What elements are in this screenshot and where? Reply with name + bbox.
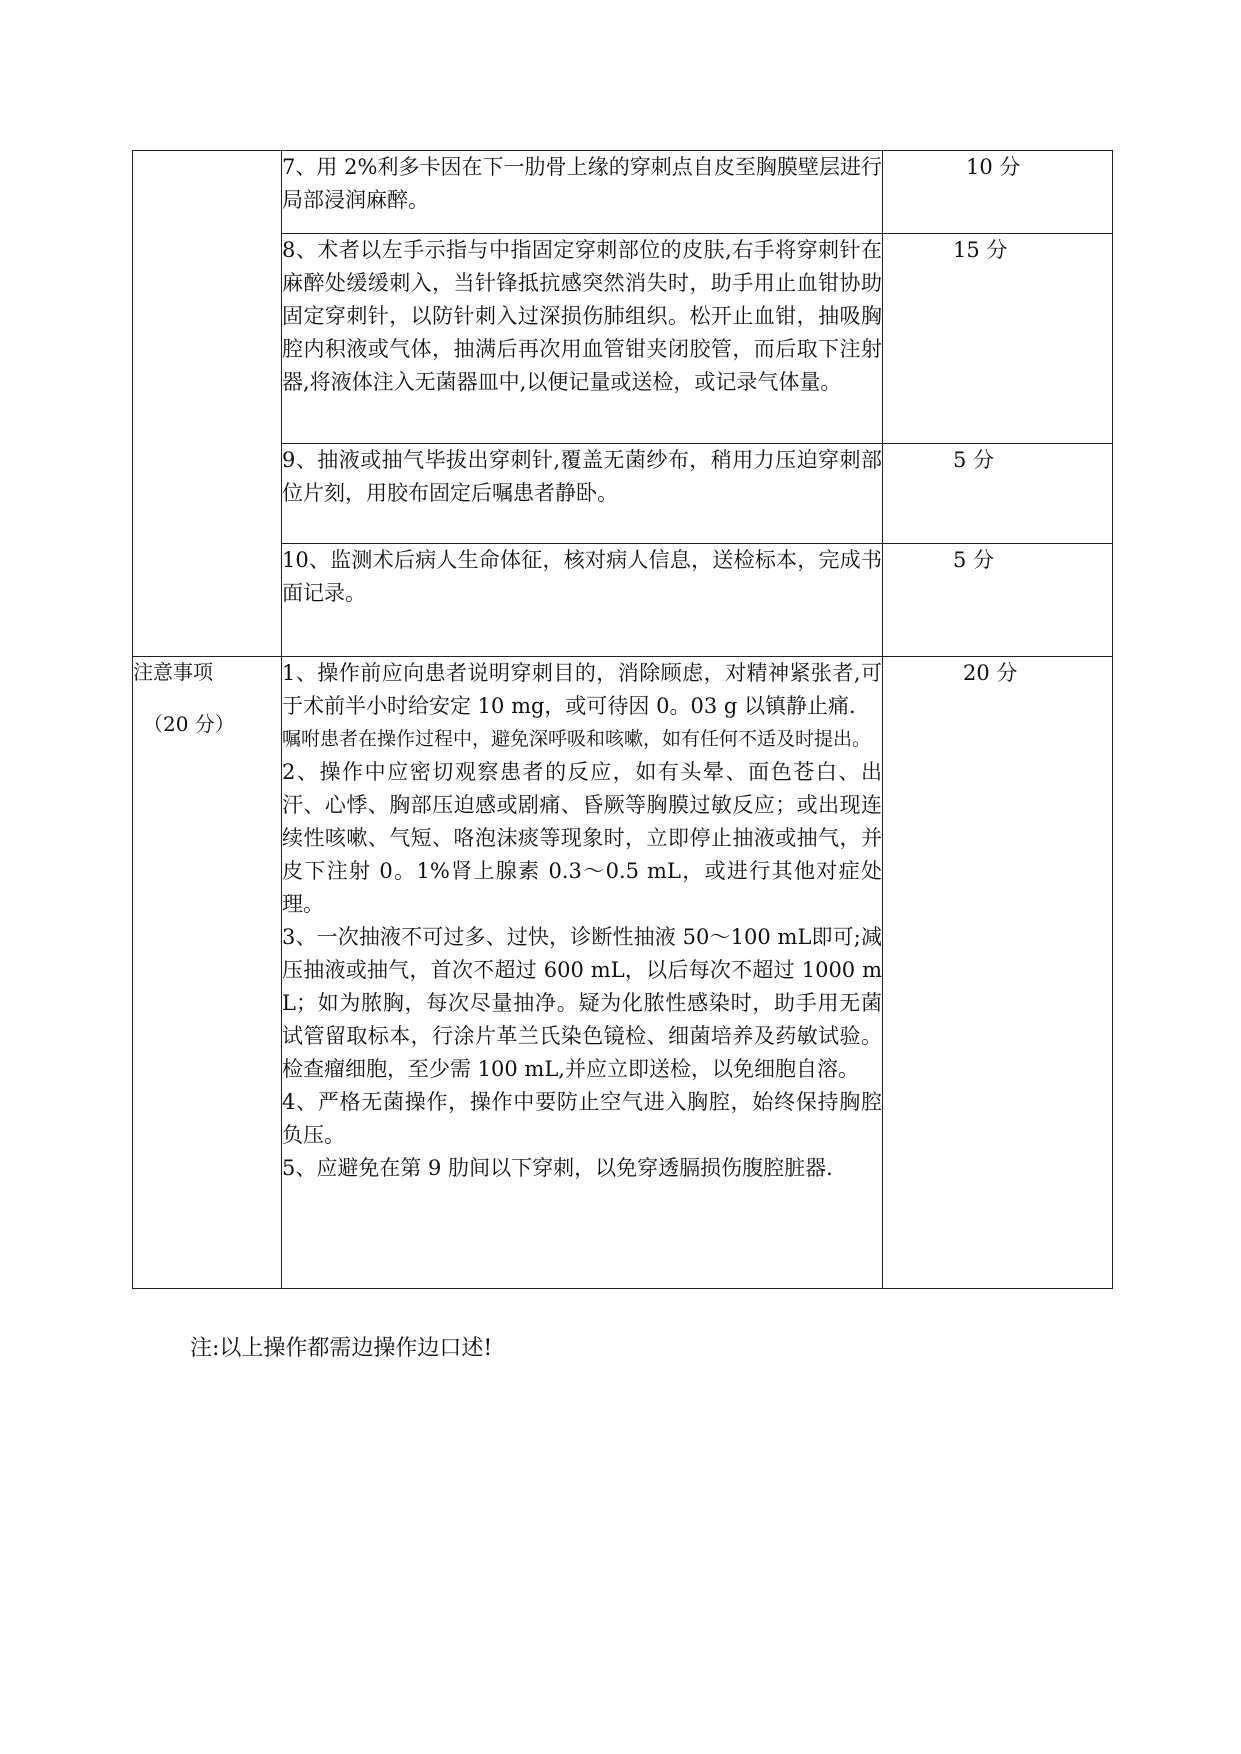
step-10-score bbox=[883, 544, 1113, 657]
step-10-score-value: 5 分 bbox=[953, 548, 995, 572]
step-8-score bbox=[883, 234, 1113, 444]
step-8-score-value: 15 分 bbox=[953, 238, 1008, 262]
precautions-category-label: 注意事项 bbox=[133, 660, 213, 684]
step-10-text: 10、监测术后病人生命体征，核对病人信息，送检标本，完成书面记录。 bbox=[282, 544, 883, 657]
precautions-score bbox=[883, 657, 1113, 1289]
precaution-item-2: 2、操作中应密切观察患者的反应，如有头晕、面色苍白、出汗、心悸、胸部压迫感或剧痛、昏厥等胸膜过敏反应；或出现连续性咳嗽、气短、咯泡沫痰等现象时，立即停止抽液或抽气，并皮下注射 0。1%肾上腺素 0.3～0.5 mL，或进行其他对症处理。 bbox=[282, 760, 882, 916]
precaution-item-4: 4、严格无菌操作，操作中要防止空气进入胸腔，始终保持胸腔负压。 bbox=[282, 1090, 882, 1147]
step-9-score-value: 5 分 bbox=[953, 448, 995, 472]
precautions-category-cell bbox=[133, 657, 282, 1289]
footnote: 注:以上操作都需边操作边口述! bbox=[190, 1336, 493, 1361]
precautions-category-score: （20 分） bbox=[143, 712, 235, 736]
precautions-text-cell bbox=[282, 657, 883, 1289]
precaution-item-1-continued: 嘱咐患者在操作过程中，避免深呼吸和咳嗽，如有任何不适及时提出。 bbox=[282, 728, 872, 750]
step-9-score bbox=[883, 444, 1113, 544]
step-9-text: 9、抽液或抽气毕拔出穿刺针,覆盖无菌纱布，稍用力压迫穿刺部位片刻，用胶布固定后嘱患者静卧。 bbox=[282, 444, 883, 544]
table-row bbox=[133, 657, 1113, 1289]
step-8-text: 8、术者以左手示指与中指固定穿刺部位的皮肤,右手将穿刺针在麻醉处缓缓刺入，当针锋抵抗感突然消失时，助手用止血钳协助固定穿刺针，以防针刺入过深损伤肺组织。松开止血钳，抽吸胸腔内积液或气体，抽满后再次用血管钳夹闭胶管，而后取下注射器,将液体注入无菌器皿中,以便记量或送检，或记录气体量。 bbox=[282, 234, 883, 444]
step-7-text: 7、用 2%利多卡因在下一肋骨上缘的穿刺点自皮至胸膜壁层进行局部浸润麻醉。 bbox=[282, 151, 883, 234]
step-7-score-value: 10 分 bbox=[966, 155, 1021, 179]
precaution-item-1: 1、操作前应向患者说明穿刺目的，消除顾虑，对精神紧张者,可于术前半小时给安定 10 mg，或可待因 0。03 g 以镇静止痛. bbox=[282, 661, 882, 718]
scoring-table bbox=[132, 150, 1113, 1289]
table-row bbox=[133, 151, 1113, 234]
precaution-item-3: 3、一次抽液不可过多、过快，诊断性抽液 50～100 mL即可;减压抽液或抽气，首次不超过 600 mL，以后每次不超过 1000 mL；如为脓胸，每次尽量抽净。疑为化脓性感染时，助手用无菌试管留取标本，行涂片革兰氏染色镜检、细菌培养及药敏试验。检查瘤细胞，至少需 100 mL,并应立即送检，以免细胞自溶。 bbox=[282, 925, 882, 1081]
precautions-score-value: 20 分 bbox=[963, 661, 1018, 685]
category-cell-empty bbox=[133, 151, 282, 657]
precaution-item-5: 5、应避免在第 9 肋间以下穿刺，以免穿透膈损伤腹腔脏器. bbox=[282, 1156, 833, 1180]
step-7-score bbox=[883, 151, 1113, 234]
